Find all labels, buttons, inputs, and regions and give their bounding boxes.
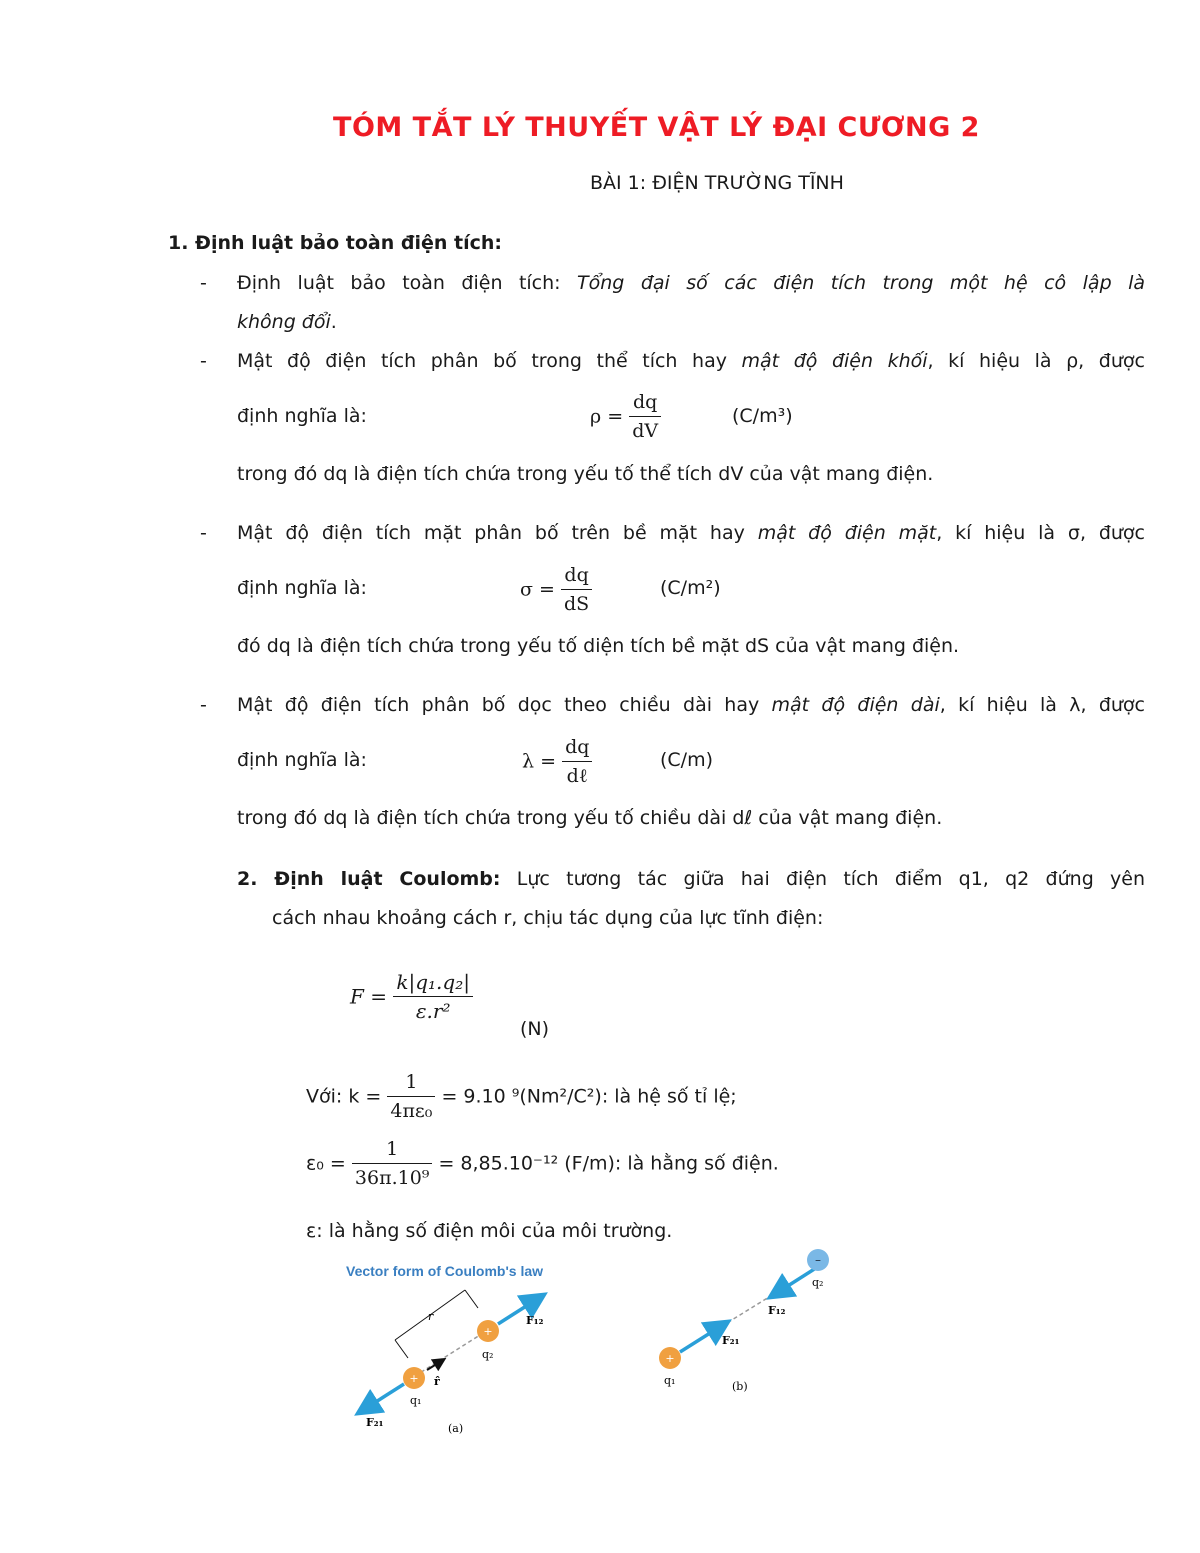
linear-density-formula: λ = $\frac{dq}{\text{dℓ}}$ [522, 733, 592, 790]
q2-label: q₂ [812, 1276, 824, 1289]
bracket-end [465, 1290, 478, 1308]
force-f12-arrow [772, 1268, 816, 1296]
diagram-a [360, 1290, 544, 1435]
bullet-dash: - [200, 272, 207, 294]
formula-denominator: 36π.10⁹ [354, 1167, 430, 1189]
formula-numerator: dq [562, 733, 592, 762]
linear-density-note: trong đó dq là điện tích chứa trong yếu tố chiều dài dℓ của vật mang điện. [237, 807, 943, 829]
section-1-heading: 1. Định luật bảo toàn điện tích: [168, 232, 503, 254]
diagram-b [659, 1249, 829, 1393]
force-f21-arrow [360, 1384, 404, 1412]
bullet-dash: - [200, 350, 207, 372]
conservation-line-2: không đổi. [237, 311, 337, 333]
page-title: TÓM TẮT LÝ THUYẾT VẬT LÝ ĐẠI CƯƠNG 2 [333, 112, 980, 143]
coulomb-unit: (N) [520, 1018, 550, 1040]
conservation-line-1: Định luật bảo toàn điện tích: Tổng đại số các điện tích trong một hệ cô lập là [237, 272, 1146, 294]
f21-label: F₂₁ [722, 1334, 740, 1347]
formula-numerator: dq [629, 388, 661, 417]
unit-vector-arrow [427, 1360, 443, 1370]
formula-denominator: dV [632, 420, 659, 442]
surface-density-unit: (C/m²) [660, 577, 721, 599]
epsilon0-line: ε₀ = $\frac{1}{\text{36π.10⁹}}$ = 8,85.10⁻¹² (F/m): là hằng số điện. [306, 1135, 779, 1192]
linear-density-line: Mật độ điện tích phân bố dọc theo chiều dài hay mật độ điện dài, kí hiệu là λ, được [237, 694, 1145, 716]
linear-density-definition: định nghĩa là: [237, 749, 367, 771]
formula-numerator: 1 [352, 1135, 433, 1164]
formula-denominator: 4πε₀ [390, 1100, 433, 1122]
surface-density-line: Mật độ điện tích mặt phân bố trên bề mặt hay mật độ điện mặt, kí hiệu là σ, được [237, 522, 1146, 544]
bracket-end [395, 1340, 408, 1358]
q2-sign: + [483, 1325, 493, 1338]
formula-numerator: 1 [387, 1068, 435, 1097]
volume-density-line: Mật độ điện tích phân bố trong thể tích hay mật độ điện khối, kí hiệu là ρ, được [237, 350, 1145, 372]
formula-denominator: dS [563, 593, 590, 615]
surface-density-definition: định nghĩa là: [237, 577, 367, 599]
q1-sign: + [665, 1352, 675, 1365]
q1-label: q₁ [664, 1374, 676, 1387]
r-label: r [428, 1310, 434, 1323]
q1-label: q₁ [410, 1394, 422, 1407]
volume-density-unit: (C/m³) [732, 405, 793, 427]
dashed-line [415, 1330, 488, 1376]
rhat-label: r̂ [434, 1375, 440, 1388]
force-f21-arrow [680, 1323, 726, 1352]
coulomb-line-2: cách nhau khoảng cách r, chịu tác dụng của lực tĩnh điện: [272, 907, 824, 929]
k-constant-line: Với: k = $\frac{1}{\text{4πε₀}}$ = 9.10 ⁹(Nm²/C²): là hệ số tỉ lệ; [306, 1068, 737, 1125]
f12-label: F₁₂ [526, 1314, 544, 1327]
epsilon-line: ε: là hằng số điện môi của môi trường. [306, 1220, 673, 1242]
section-2-heading: 2. Định luật Coulomb: [237, 868, 501, 890]
linear-density-unit: (C/m) [660, 749, 714, 771]
q2-label: q₂ [482, 1348, 494, 1361]
coulomb-figure [330, 1240, 890, 1440]
caption-b: (b) [732, 1380, 748, 1393]
volume-density-formula: ρ = $\frac{dq}{dV}$ [590, 388, 661, 445]
lesson-subtitle: BÀI 1: ĐIỆN TRƯỜNG TĨNH [590, 172, 844, 194]
volume-density-note: trong đó dq là điện tích chứa trong yếu tố thể tích dV của vật mang điện. [237, 463, 934, 485]
q2-sign: – [815, 1253, 821, 1267]
f21-label: F₂₁ [366, 1416, 384, 1429]
f12-label: F₁₂ [768, 1304, 786, 1317]
formula-numerator: k|q₁.q₂| [393, 968, 473, 997]
surface-density-formula: σ = $\frac{dq}{dS}$ [520, 561, 592, 618]
bullet-dash: - [200, 522, 207, 544]
formula-numerator: dq [561, 561, 592, 590]
figure-title: Vector form of Coulomb's law [346, 1263, 544, 1279]
surface-density-note: đó dq là điện tích chứa trong yếu tố diện tích bề mặt dS của vật mang điện. [237, 635, 960, 657]
formula-denominator: dℓ [566, 765, 588, 787]
caption-a: (a) [448, 1422, 464, 1435]
coulomb-line-1: 2. Định luật Coulomb: Lực tương tác giữa hai điện tích điểm q1, q2 đứng yên [237, 868, 1146, 890]
bullet-dash: - [200, 694, 207, 716]
coulomb-formula: F = $\frac{\text{k|q₁.q₂|}}{\text{ε.r²}}$ [350, 968, 473, 1025]
formula-denominator: ε.r² [415, 999, 451, 1023]
q1-sign: + [409, 1372, 419, 1385]
volume-density-definition: định nghĩa là: [237, 405, 367, 427]
